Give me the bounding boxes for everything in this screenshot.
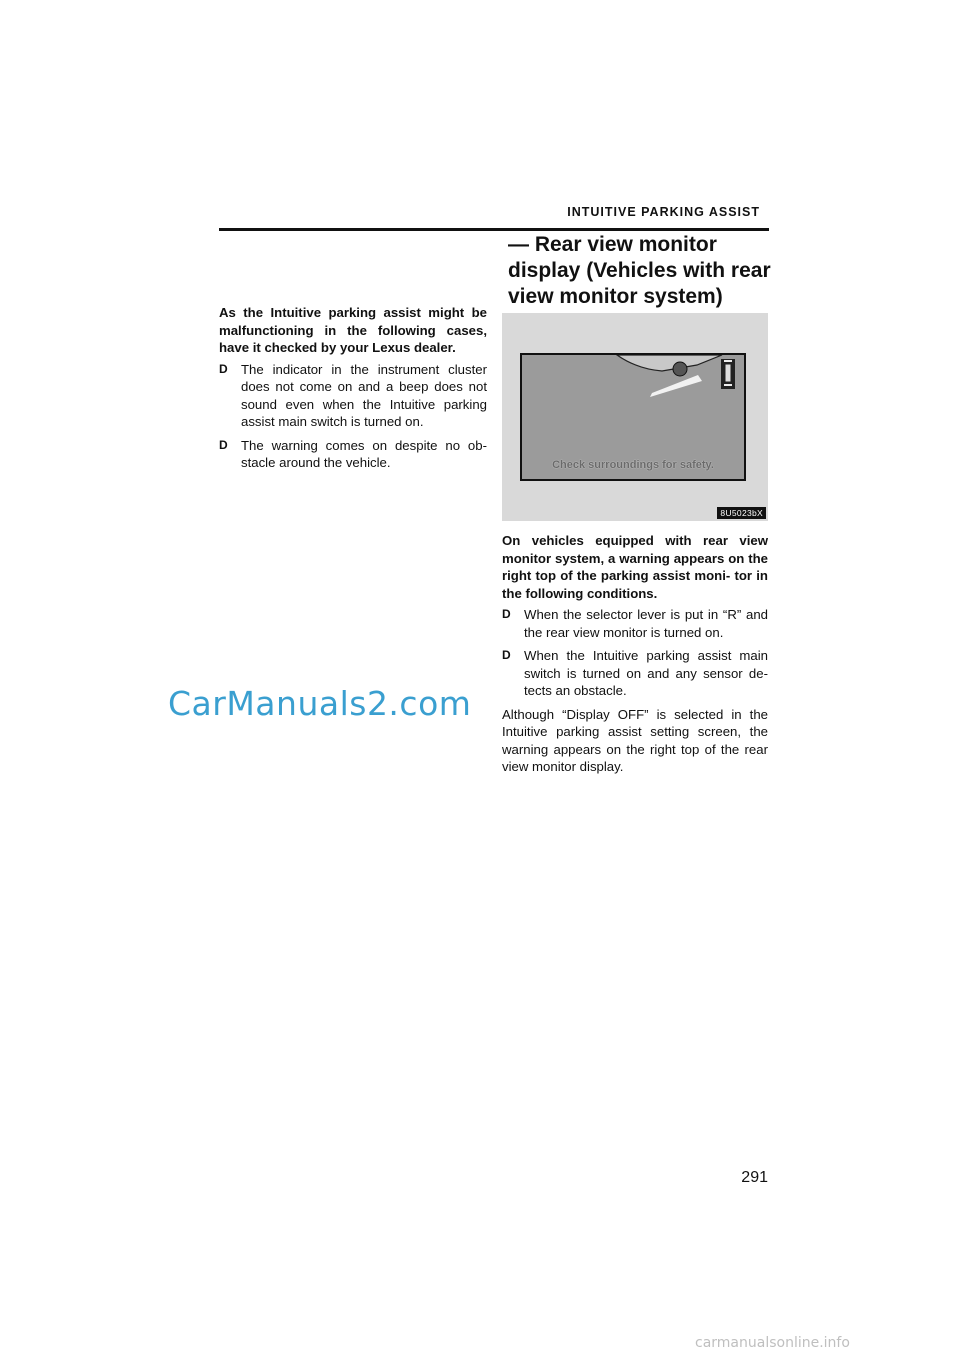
left-column [219, 304, 487, 478]
right-bullet-1-text: When the selector lever is put in “R” and the rear view monitor is turned on. [524, 607, 768, 640]
bullet-icon: D [502, 607, 511, 621]
bullet-icon: D [219, 437, 228, 452]
tow-hook-shape [673, 362, 687, 376]
right-lead-text: On vehicles equipped with rear view monitor system, a warning appears on the right top of the parking assist moni- tor in the following conditions. [502, 533, 768, 601]
right-column [502, 532, 768, 776]
right-note-text: Although “Display OFF” is selected in the Intuitive parking assist setting screen, the warning appears on the right top of the rear view monitor display. [502, 706, 768, 774]
footer-watermark[interactable]: carmanualsonline.info [695, 1335, 850, 1351]
running-header: INTUITIVE PARKING ASSIST [567, 205, 760, 219]
left-bullet-1 [219, 361, 487, 431]
monitor-screen [520, 353, 746, 481]
left-bullet-2-text: The warning comes on despite no ob- stacle around the vehicle. [241, 437, 487, 470]
rear-view-monitor-figure [502, 313, 768, 521]
watermark-logo[interactable]: CarManuals2.com [168, 684, 472, 723]
right-bullet-2 [502, 647, 768, 700]
bullet-icon: D [219, 361, 228, 376]
left-bullet-1-text: The indicator in the instrument cluster does not come on and a beep does not sound even when the Intuitive parking assist main switch is turned on. [241, 361, 487, 429]
bumper-shape [617, 355, 722, 371]
section-heading: — Rear view monitor display (Vehicles with rear view monitor system) [508, 233, 771, 308]
right-bullet-1 [502, 606, 768, 641]
left-bullet-2 [219, 437, 487, 472]
right-bullet-2-text: When the Intuitive parking assist main switch is turned on and any sensor de- tects an obstacle. [524, 648, 768, 698]
bullet-icon: D [502, 648, 511, 662]
monitor-message: Check surroundings for safety. [552, 459, 714, 471]
figure-code: 8U5023bX [717, 507, 766, 519]
page-number: 291 [741, 1169, 768, 1186]
guide-line-shape [650, 375, 702, 397]
header-rule [219, 228, 769, 231]
left-lead-text: As the Intuitive parking assist might be malfunctioning in the following cases, have it checked by your Lexus dealer. [219, 305, 487, 355]
